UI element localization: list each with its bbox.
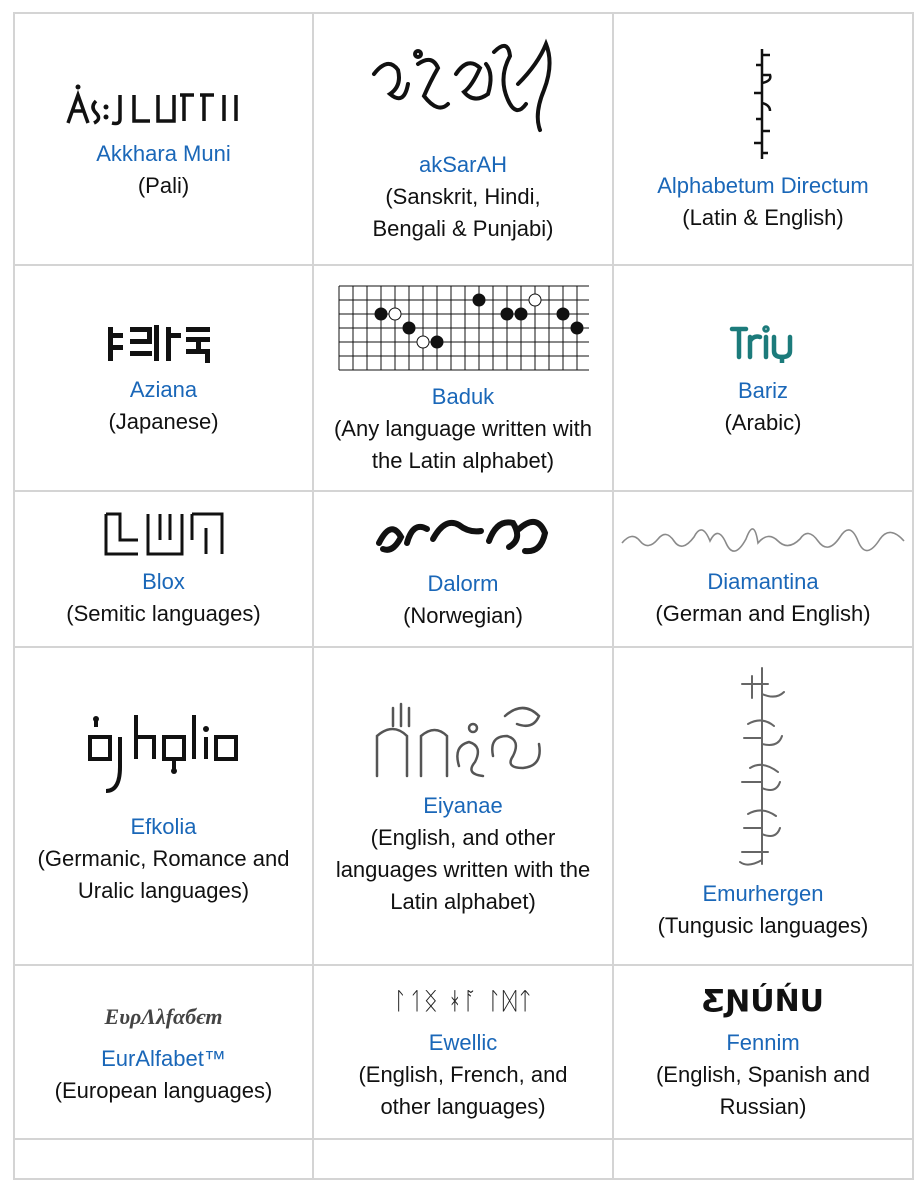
euralfabet-sample-icon: EυρΛλfαбєт (104, 1004, 223, 1029)
table-row (14, 1139, 913, 1179)
aksarah-sample-icon (368, 33, 558, 143)
table-cell (313, 647, 613, 965)
blox-sample-icon (102, 508, 226, 560)
script-name-link[interactable]: Emurhergen (702, 881, 824, 906)
script-language-label: (Germanic, Romance and Uralic languages) (37, 846, 290, 903)
script-language-label: (German and English) (655, 601, 871, 626)
table-cell (613, 965, 913, 1139)
script-language-label: (Pali) (137, 173, 190, 198)
script-language-label: (Sanskrit, Hindi, Bengali & Punjabi) (372, 184, 554, 241)
script-name-link[interactable]: Eiyanae (423, 793, 503, 818)
script-name-link[interactable]: Ewellic (428, 1030, 498, 1055)
table-cell (313, 13, 613, 265)
script-language-label: (European languages) (54, 1078, 273, 1103)
black-stone-icon (473, 294, 485, 306)
script-language-label: (Arabic) (724, 410, 802, 435)
table-cell (613, 265, 913, 491)
table-cell (613, 491, 913, 647)
black-stone-icon (557, 308, 569, 320)
black-stone-icon (403, 322, 415, 334)
white-stone-icon (529, 294, 541, 306)
black-stone-icon (515, 308, 527, 320)
scripts-table (13, 12, 914, 1180)
efkolia-sample-icon (84, 705, 244, 805)
script-language-label: (English, French, and other languages) (358, 1062, 568, 1119)
baduk-go-board-sample-icon (337, 279, 589, 375)
script-name-link[interactable]: Bariz (737, 378, 789, 403)
black-stone-icon (431, 336, 443, 348)
table-cell (313, 1139, 613, 1179)
eiyanae-sample-icon (373, 694, 553, 784)
table-cell (14, 647, 313, 965)
table-cell (613, 1139, 913, 1179)
dalorm-sample-icon (373, 506, 553, 562)
table-cell (613, 13, 913, 265)
script-name-link[interactable]: Dalorm (427, 571, 499, 596)
table-cell (14, 265, 313, 491)
script-language-label: (Latin & English) (682, 205, 844, 230)
fennim-sample-icon: ƸƝÚŃU (701, 983, 825, 1019)
table-cell (313, 491, 613, 647)
script-name-link[interactable]: Aziana (129, 377, 198, 402)
table-row (14, 13, 913, 265)
aziana-sample-icon (104, 318, 224, 368)
table-cell (613, 647, 913, 965)
table-row (14, 647, 913, 965)
script-name-link[interactable]: Alphabetum Directum (657, 173, 869, 198)
table-cell (313, 265, 613, 491)
white-stone-icon (417, 336, 429, 348)
script-name-link[interactable]: EurAlfabet™ (101, 1046, 226, 1071)
script-language-label: (Any language written with the Latin alphabet) (333, 416, 593, 473)
script-name-link[interactable]: Fennim (726, 1030, 800, 1055)
table-cell (313, 965, 613, 1139)
script-name-link[interactable]: akSarAH (418, 152, 508, 177)
script-language-label: (English, and other languages written with the Latin alphabet) (335, 825, 591, 914)
script-language-label: (Japanese) (108, 409, 219, 434)
emurhergen-sample-icon (728, 662, 798, 872)
akkhara-muni-sample-icon (64, 76, 264, 132)
alphabetum-directum-sample-icon (748, 44, 778, 164)
script-name-link[interactable]: Efkolia (130, 814, 197, 839)
script-language-label: (Tungusic languages) (657, 913, 869, 938)
script-name-link[interactable]: Akkhara Muni (96, 141, 231, 166)
white-stone-icon (389, 308, 401, 320)
table-row (14, 965, 913, 1139)
diamantina-sample-icon (618, 508, 908, 560)
black-stone-icon (375, 308, 387, 320)
script-name-link[interactable]: Diamantina (707, 569, 819, 594)
table-cell (14, 491, 313, 647)
ewellic-sample-icon: ᛚᛐᛝ ᚼᚪ ᛚᛞᛏ (392, 987, 534, 1015)
script-name-link[interactable]: Blox (142, 569, 185, 594)
script-language-label: (Semitic languages) (66, 601, 261, 626)
script-language-label: (English, Spanish and Russian) (655, 1062, 871, 1119)
black-stone-icon (501, 308, 513, 320)
script-name-link[interactable]: Baduk (431, 384, 495, 409)
script-language-label: (Norwegian) (403, 603, 523, 628)
table-row (14, 491, 913, 647)
table-cell (14, 965, 313, 1139)
black-stone-icon (571, 322, 583, 334)
bariz-sample-icon (728, 317, 798, 369)
table-cell (14, 1139, 313, 1179)
table-cell (14, 13, 313, 265)
table-row (14, 265, 913, 491)
